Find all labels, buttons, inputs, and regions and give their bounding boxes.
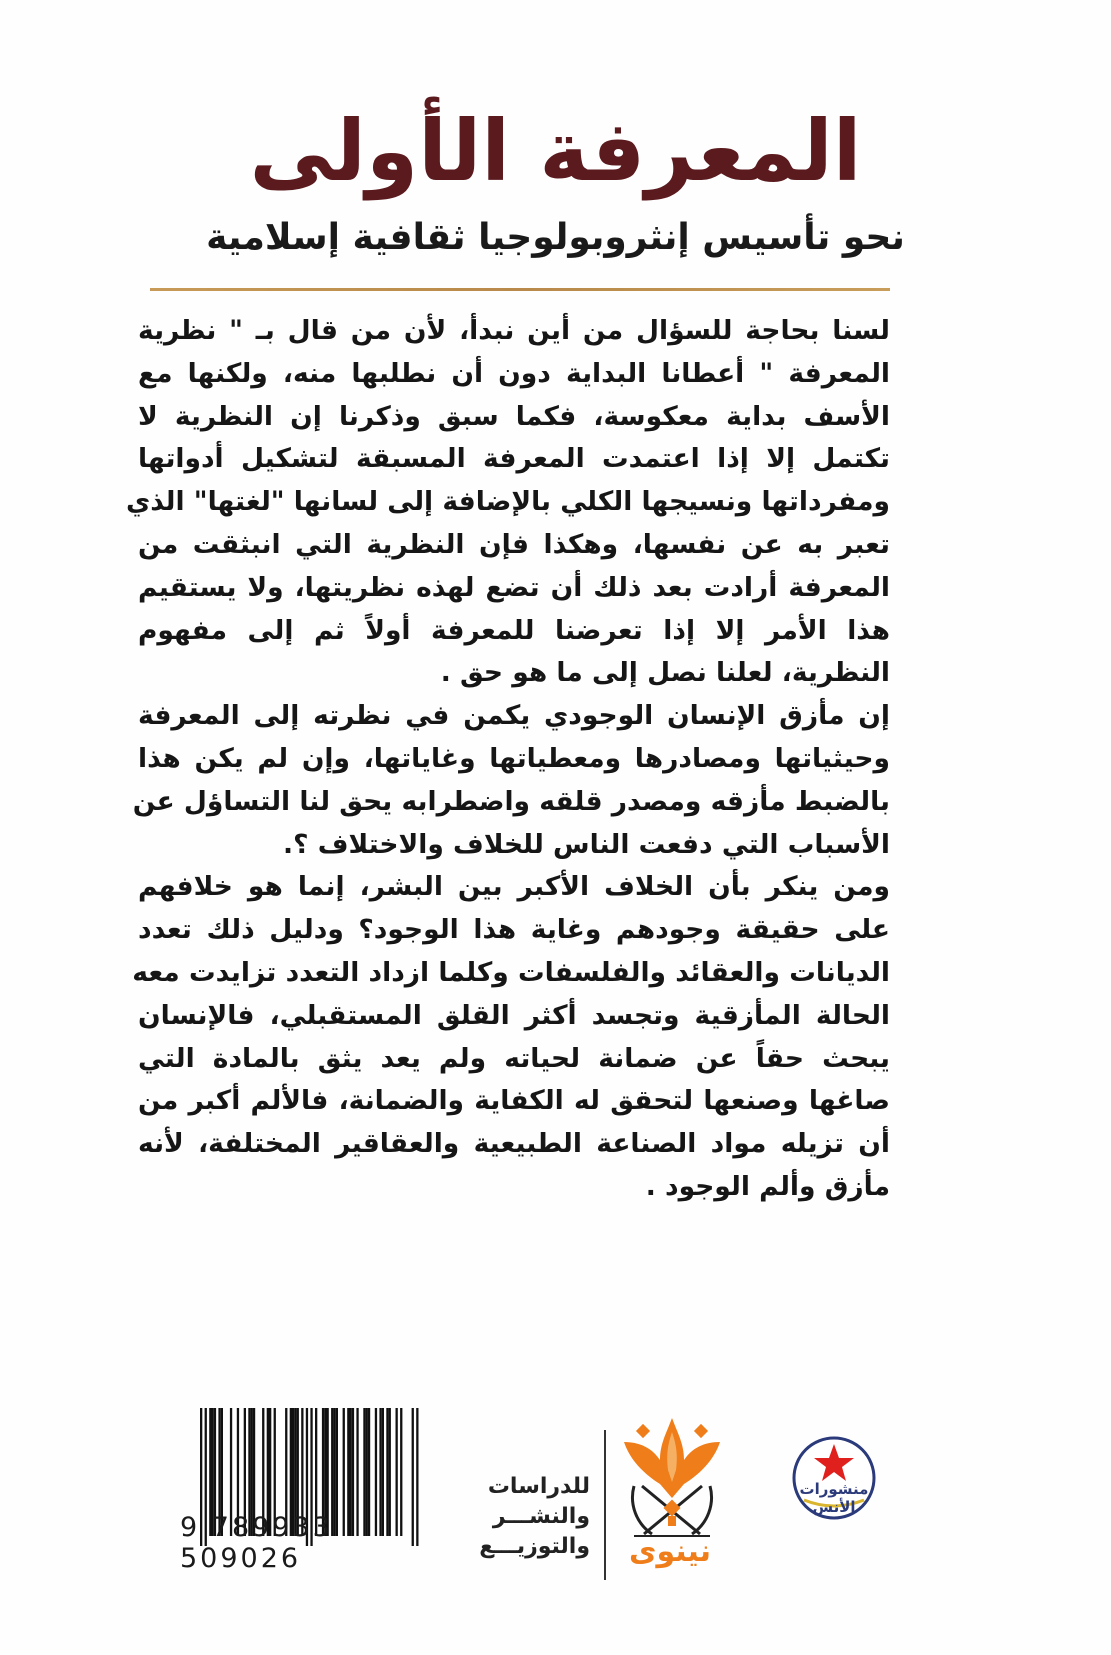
publisher-divider [604, 1430, 606, 1580]
blurb-line: تعبر به عن نفسها، وهكذا فإن النظرية التي انبثقت من [138, 528, 890, 560]
blurb-line: على حقيقة وجودهم وغاية هذا الوجود؟ ودليل ذلك تعدد [138, 914, 890, 946]
blurb-line: المعرفة أرادت بعد ذلك أن تضع لهذه نظريتها، ولا يستقيم [138, 571, 890, 603]
blurb-line: ومفرداتها ونسيجها الكلي بالإضافة إلى لسانها "لغتها" الذي [125, 486, 890, 518]
title-divider [150, 288, 890, 291]
publisher-tagline-line: والتوزيـــع [479, 1534, 590, 1559]
blurb-line: لسنا بحاجة للسؤال من أين نبدأ، لأن من قال بـ " نظرية [138, 315, 890, 346]
blurb-text [125, 310, 890, 1209]
blurb-line: مأزق وألم الوجود . [645, 1170, 890, 1202]
blurb-line: يبحث حقاً عن ضمانة لحياته ولم يعد يثق بالمادة التي [138, 1042, 890, 1074]
book-title: المعرفة الأولى [249, 102, 862, 200]
blurb-line: بالضبط مأزقه ومصدر قلقه واضطرابه يحق لنا التساؤل عن [132, 785, 890, 817]
blurb-line: النظرية، لعلنا نصل إلى ما هو حق . [440, 657, 890, 689]
imprint-seal [790, 1434, 878, 1522]
isbn-number: 9 789933 509026 [180, 1512, 333, 1574]
publisher-tagline-line: والنشـــر [492, 1504, 590, 1529]
book-subtitle: نحو تأسيس إنثروبولوجيا ثقافية إسلامية [206, 217, 905, 258]
blurb-paragraph [132, 695, 890, 866]
publisher-tagline-line: للدراسات [487, 1474, 590, 1499]
blurb-line: هذا الأمر إلا إذا تعرضنا للمعرفة أولاً ثم إلى مفهوم [138, 614, 890, 646]
blurb-line: أن تزيله مواد الصناعة الطبيعية والعقاقير المختلفة، لأنه [138, 1128, 890, 1160]
seal-text: منشورات الأنس [799, 1480, 869, 1516]
blurb-line: تكتمل إلا إذا اعتمدت المعرفة المسبقة لتشكيل أدواتها [138, 443, 890, 475]
blurb-line: المعرفة " أعطانا البداية دون أن نطلبها منه، ولكنها مع [138, 357, 890, 389]
publisher-logo [479, 1412, 734, 1582]
blurb-line: ومن ينكر بأن الخلاف الأكبر بين البشر، إنما هو خلافهم [138, 871, 890, 903]
blurb-paragraph [132, 866, 890, 1208]
blurb-line: الأسف بداية معكوسة، فكما سبق وذكرنا إن النظرية لا [138, 400, 890, 432]
blurb-line: الحالة المأزقية وتجسد أكثر القلق المستقبلي، فالإنسان [138, 999, 890, 1031]
blurb-line: صاغها وصنعها لتحقق له الكفاية والضمانة، فالألم أكبر من [138, 1085, 890, 1117]
blurb-line: الأسباب التي دفعت الناس للخلاف والاختلاف ؟. [283, 828, 890, 860]
publisher-tagline [479, 1472, 590, 1562]
blurb-paragraph [125, 310, 890, 695]
isbn-barcode [180, 1408, 440, 1578]
blurb-line: الديانات والعقائد والفلسفات وكلما ازداد التعدد تزايدت معه [132, 956, 890, 988]
blurb-line: إن مأزق الإنسان الوجودي يكمن في نظرته إلى المعرفة [138, 700, 890, 732]
blurb-line: وحيثياتها ومصادرها ومعطياتها وغاياتها، وإن لم يكن هذا [138, 742, 890, 774]
publisher-name: نينوى [628, 1534, 712, 1569]
